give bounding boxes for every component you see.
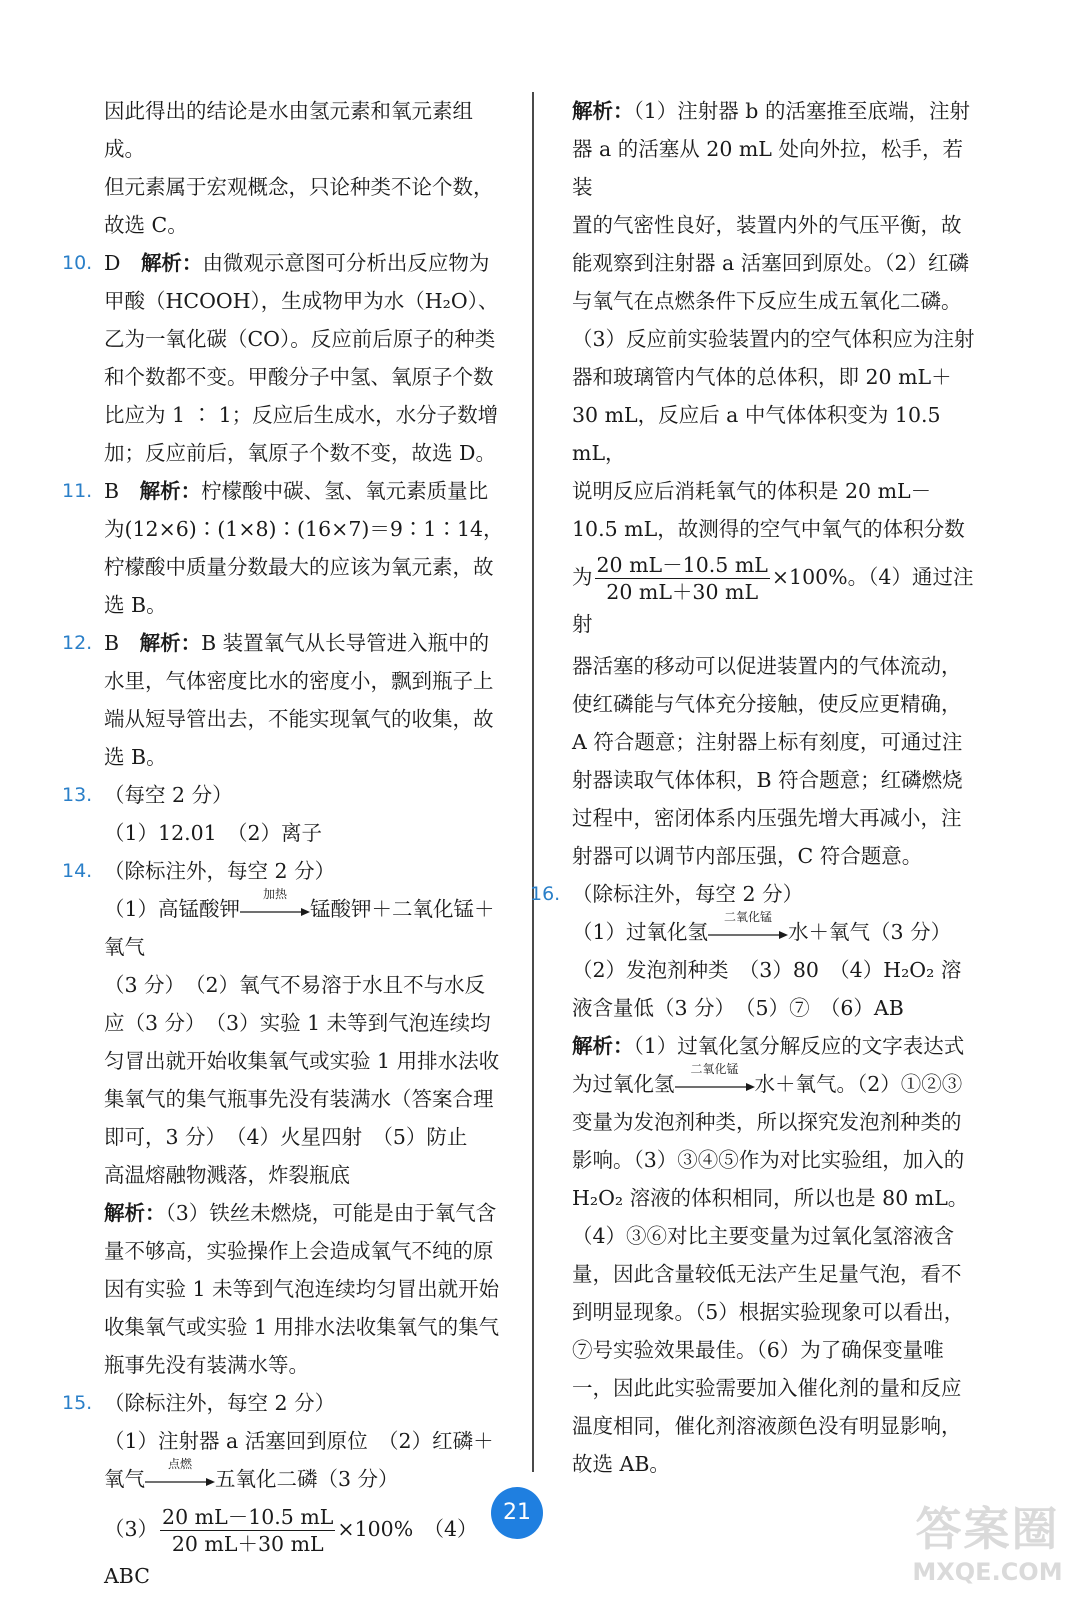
question-number: 16. [530, 883, 561, 905]
text-line: 应（3 分） （3）实验 1 未等到气泡连续均 [104, 1011, 491, 1035]
text-line: 但元素属于宏观概念，只论种类不论个数， [104, 175, 494, 199]
text-line: 变量为发泡剂种类，所以探究发泡剂种类的 [572, 1110, 962, 1134]
numerator: 20 mL－10.5 mL [596, 553, 768, 577]
fraction-line [104, 1504, 510, 1595]
equation-line [572, 1061, 980, 1103]
text-line: 水里，气体密度比水的密度小，飘到瓶子上 [104, 669, 494, 693]
score-note: （除标注外，每空 2 分） [104, 1391, 336, 1415]
analysis-label: 解析： [140, 251, 203, 275]
equation-line [104, 1456, 510, 1498]
text-line: 故选 C。 [104, 213, 188, 237]
answer: B [104, 631, 120, 655]
answer: B [104, 479, 120, 503]
question-number: 15. [62, 1392, 93, 1414]
text-line: 能观察到注射器 a 活塞回到原处。（2）红磷 [572, 251, 970, 275]
denominator: 20 mL＋30 mL [171, 1532, 324, 1556]
question-16 [530, 875, 980, 913]
question-number: 13. [62, 784, 93, 806]
denominator: 20 mL＋30 mL [606, 580, 759, 604]
text-line: 匀冒出就开始收集氧气或实验 1 用排水法收 [104, 1049, 500, 1073]
analysis-label: 解析： [572, 99, 634, 123]
text-span: 为 [572, 565, 593, 589]
text-line: 即可，3 分） （4）火星四射 （5）防止 [104, 1125, 468, 1149]
question-12 [62, 624, 510, 776]
text-line: 说明反应后消耗氧气的体积是 20 mL－ [572, 479, 932, 503]
question-number: 12. [62, 632, 93, 654]
text-line: 高温熔融物溅落，炸裂瓶底 [104, 1163, 350, 1187]
text-line: 收集氧气或实验 1 用排水法收集氧气的集气 [104, 1315, 500, 1339]
question-number: 10. [62, 252, 93, 274]
text-line: （3）反应前实验装置内的空气体积应为注射 [572, 327, 975, 351]
text-line: 30 mL，反应后 a 中气体体积变为 10.5 mL， [572, 403, 941, 465]
question-number: 11. [62, 480, 93, 502]
fraction-line [572, 552, 980, 643]
text-line: 射器可以调节内部压强，C 符合题意。 [572, 844, 923, 868]
equation-line [104, 886, 510, 966]
analysis-label: 解析： [104, 1201, 166, 1225]
question-number: 14. [62, 860, 93, 882]
text-line: （1）注射器 a 活塞回到原位 （2）红磷＋ [104, 1429, 494, 1453]
text-line: 置的气密性良好，装置内外的气压平衡，故 [572, 213, 962, 237]
arrow-icon [240, 907, 310, 917]
text-line: 故选 AB。 [572, 1452, 670, 1476]
text-line: 影响。（3）③④⑤作为对比实验组，加入的 [572, 1148, 965, 1172]
text-line: 因有实验 1 未等到气泡连续均匀冒出就开始 [104, 1277, 500, 1301]
watermark-url: MXQE.COM [912, 1558, 1063, 1586]
question-15-analysis [572, 92, 980, 875]
question-13 [62, 776, 510, 852]
fraction [595, 552, 770, 605]
text-line: 因此得出的结论是水由氢元素和氧元素组成。 [104, 99, 473, 161]
arrow-icon [708, 930, 788, 940]
text-line: 温度相同，催化剂溶液颜色没有明显影响， [572, 1414, 962, 1438]
equation-line [572, 909, 980, 951]
text-line: 使红磷能与气体充分接触，使反应更精确， [572, 692, 962, 716]
score-note: （除标注外，每空 2 分） [572, 882, 804, 906]
question-15 [62, 1384, 510, 1595]
text-line: （2）发泡剂种类 （3）80 （4）H₂O₂ 溶 [572, 958, 962, 982]
text-line: （3 分） （2）氧气不易溶于水且不与水反 [104, 973, 486, 997]
fraction [160, 1504, 335, 1557]
score-note: （除标注外，每空 2 分） [104, 859, 336, 883]
q9-continuation [62, 92, 510, 244]
left-column [62, 92, 510, 1595]
reaction-arrow [145, 1456, 215, 1491]
text-line: 比应为 1 ∶ 1；反应后生成水，水分子数增 [104, 403, 499, 427]
products: 锰酸钾＋二氧化锰＋氧气 [104, 897, 495, 959]
text-span: ×100%。（4）通过注射 [572, 565, 974, 636]
reaction-condition: 加热 [263, 886, 288, 901]
text-line: （1）注射器 b 的活塞推至底端，注射 [633, 99, 970, 123]
analysis-label: 解析： [139, 479, 202, 503]
question-14 [62, 852, 510, 1384]
answer: D [104, 251, 121, 275]
text-line: 柠檬酸中碳、氢、氧元素质量比 [201, 479, 489, 503]
text-line: ×100% （4）ABC [104, 1517, 478, 1588]
text-line: 10.5 mL，故测得的空气中氧气的体积分数 [572, 517, 965, 541]
reactant: （1）过氧化氢 [572, 920, 709, 944]
text-line: H₂O₂ 溶液的体积相同，所以也是 80 mL。 [572, 1186, 969, 1210]
reaction-arrow [708, 909, 788, 944]
text-line: 加；反应前后，氧原子个数不变，故选 D。 [104, 441, 496, 465]
text-line: A 符合题意；注射器上标有刻度，可通过注 [572, 730, 963, 754]
text-line: 端从短导管出去，不能实现氧气的收集，故 [104, 707, 494, 731]
text-line: 柠檬酸中质量分数最大的应该为氧元素，故 [104, 555, 494, 579]
text-line: 量不够高，实验操作上会造成氧气不纯的原 [104, 1239, 494, 1263]
text-line: 乙为一氧化碳（CO）。反应前后原子的种类 [104, 327, 496, 351]
text-line: 器和玻璃管内气体的总体积，即 20 mL＋ [572, 365, 952, 389]
text-line: 和个数都不变。甲酸分子中氢、氧原子个数 [104, 365, 494, 389]
text-line: 射器读取气体体积，B 符合题意；红磷燃烧 [572, 768, 963, 792]
text-line: B 装置氧气从长导管进入瓶中的 [201, 631, 490, 655]
text-line: 由微观示意图可分析出反应物为 [202, 251, 490, 275]
reactant: 为过氧化氢 [572, 1072, 675, 1096]
score-note: （每空 2 分） [104, 783, 233, 807]
reaction-condition: 二氧化锰 [690, 1061, 739, 1076]
text-line: 一，因此此实验需要加入催化剂的量和反应 [572, 1376, 962, 1400]
question-10 [62, 244, 510, 472]
column-divider [532, 92, 534, 1472]
right-column [530, 92, 980, 1483]
text-line: ⑦号实验效果最佳。（6）为了确保变量唯 [572, 1338, 944, 1362]
text-line: 甲酸（HCOOH），生成物甲为水（H₂O）、 [104, 289, 499, 313]
text-line: 器 a 的活塞从 20 mL 处向外拉，松手，若装 [572, 137, 963, 199]
analysis-label: 解析： [572, 1034, 634, 1058]
arrow-icon [145, 1477, 215, 1487]
text-line: 液含量低（3 分） （5）⑦ （6）AB [572, 996, 904, 1020]
text-line: 到明显现象。（5）根据实验现象可以看出， [572, 1300, 965, 1324]
sub-label: （3） [104, 1517, 159, 1541]
text-line: （3）铁丝未燃烧，可能是由于氧气含 [165, 1201, 497, 1225]
text-line: 量，因此含量较低无法产生足量气泡，看不 [572, 1262, 962, 1286]
reactant: （1）高锰酸钾 [104, 897, 241, 921]
products: 水＋氧气。（2）①②③ [754, 1072, 963, 1096]
text-line: （1）过氧化氢分解反应的文字表达式 [633, 1034, 965, 1058]
text-line: 为(12×6)∶(1×8)∶(16×7)＝9∶1∶14， [104, 517, 504, 541]
text-line: 集氧气的集气瓶事先没有装满水（答案合理 [104, 1087, 494, 1111]
text-line: 与氧气在点燃条件下反应生成五氧化二磷。 [572, 289, 962, 313]
text-line: 选 B。 [104, 593, 167, 617]
text-line: （1）12.01 （2）离子 [104, 821, 323, 845]
reactant: 氧气 [104, 1467, 145, 1491]
analysis-label: 解析： [139, 631, 202, 655]
text-line: （4）③⑥对比主要变量为过氧化氢溶液含 [572, 1224, 955, 1248]
question-11 [62, 472, 510, 624]
watermark-logo: 答案圈 [915, 1502, 1060, 1556]
numerator: 20 mL－10.5 mL [162, 1505, 334, 1529]
arrow-icon [675, 1082, 755, 1092]
question-16-body [572, 909, 980, 1483]
reaction-arrow [240, 886, 310, 921]
reaction-condition: 点燃 [167, 1456, 192, 1471]
products: 五氧化二磷（3 分） [215, 1467, 399, 1491]
watermark [900, 1500, 1075, 1592]
text-line: 过程中，密闭体系内压强先增大再减小，注 [572, 806, 962, 830]
reaction-arrow [675, 1061, 755, 1096]
products: 水＋氧气（3 分） [788, 920, 952, 944]
text-line: 器活塞的移动可以促进装置内的气体流动， [572, 654, 962, 678]
reaction-condition: 二氧化锰 [724, 909, 773, 924]
text-line: 选 B。 [104, 745, 167, 769]
page-number-badge: 21 [491, 1487, 543, 1539]
text-line: 瓶事先没有装满水等。 [104, 1353, 309, 1377]
